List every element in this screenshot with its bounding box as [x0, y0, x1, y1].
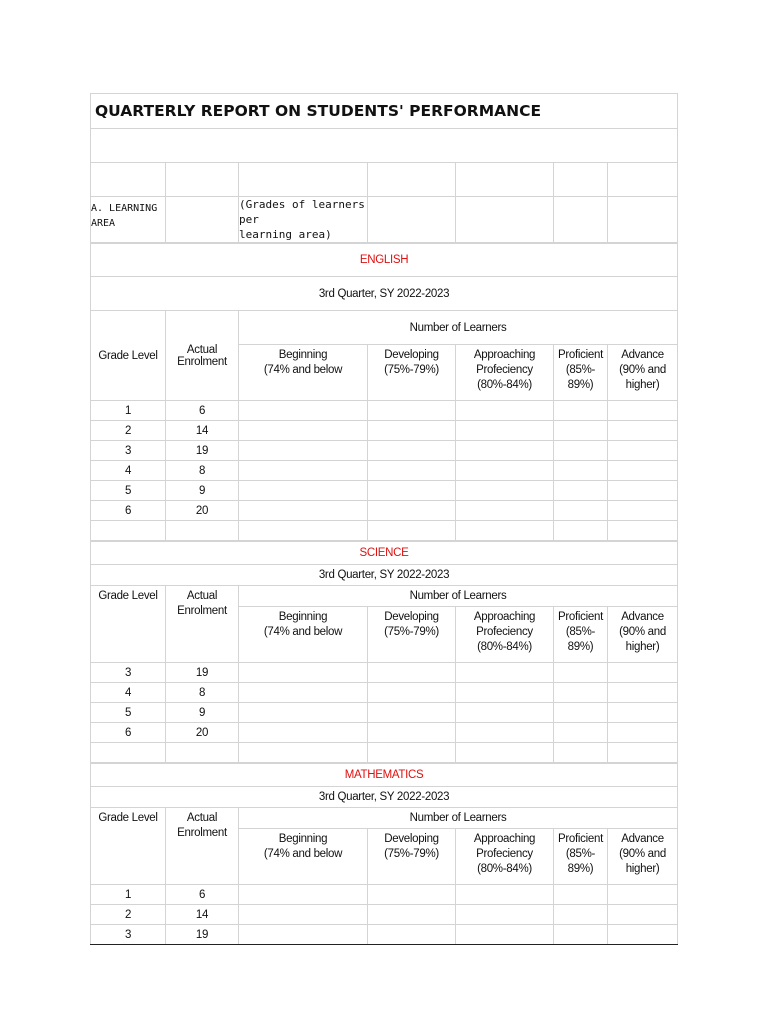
table-row: [91, 401, 678, 421]
enrolment-cell: [166, 905, 239, 925]
enrolment-header: Enrolment: [177, 355, 227, 368]
empty-count-cell: [239, 461, 368, 481]
col-grade-level: [91, 311, 166, 401]
empty-count-cell: [456, 663, 554, 683]
grade-value: 4: [124, 464, 132, 477]
spacer-cell: [554, 743, 608, 763]
col-advance: [608, 607, 678, 663]
enrolment-value: 19: [195, 928, 209, 941]
actual-header: Actual: [186, 812, 218, 824]
spacer-cell: [239, 521, 368, 541]
enrolment-cell: [166, 885, 239, 905]
grade-value: 3: [124, 444, 132, 457]
col-grade-level: [91, 808, 166, 885]
grade-value: 1: [124, 404, 132, 417]
enrolment-cell: [166, 703, 239, 723]
empty-count-cell: [456, 461, 554, 481]
empty-count-cell: [239, 441, 368, 461]
empty-count-cell: [554, 401, 608, 421]
empty-count-cell: [368, 723, 456, 743]
table-row: [91, 501, 678, 521]
quarter-text: 3rd Quarter, SY 2022-2023: [318, 569, 450, 581]
empty-count-cell: [239, 905, 368, 925]
enrolment-cell: [166, 481, 239, 501]
empty-count-cell: [608, 905, 678, 925]
empty-count-cell: [456, 441, 554, 461]
col-actual-enrolment: [166, 808, 239, 885]
learning-area-note: (Grades of learners per learning area): [239, 197, 368, 243]
empty-count-cell: [554, 441, 608, 461]
empty-count-cell: [554, 925, 608, 945]
col-beginning: [239, 607, 368, 663]
empty-count-cell: [368, 885, 456, 905]
enrolment-value: 19: [195, 666, 209, 679]
empty-count-cell: [554, 703, 608, 723]
grade-cell: [91, 421, 166, 441]
empty-count-cell: [368, 481, 456, 501]
blank-row: [91, 129, 678, 163]
cell-text: Developing: [384, 349, 439, 361]
grade-cell: [91, 401, 166, 421]
number-of-learners-header: Number of Learners: [409, 321, 507, 334]
spacer-cell: [166, 521, 239, 541]
empty-count-cell: [608, 421, 678, 441]
report-sheet: [90, 93, 677, 945]
cell-text: (85%-: [565, 626, 596, 638]
cell-text: Advance: [621, 349, 664, 361]
section-science: [90, 541, 678, 763]
empty-count-cell: [456, 401, 554, 421]
empty-count-cell: [554, 481, 608, 501]
empty-count-cell: [456, 501, 554, 521]
cell-text: Advance: [621, 833, 664, 845]
col-developing: [368, 345, 456, 401]
col-developing: [368, 607, 456, 663]
empty-count-cell: [456, 905, 554, 925]
enrolment-cell: [166, 925, 239, 945]
cell-text: Profeciency: [476, 848, 533, 860]
grade-value: 6: [124, 726, 132, 739]
cell-text: Profeciency: [476, 626, 533, 638]
empty-count-cell: [239, 925, 368, 945]
cell-text: higher): [625, 863, 660, 875]
empty-count-cell: [608, 885, 678, 905]
cell-text: Beginning: [278, 611, 328, 623]
number-of-learners-header: Number of Learners: [409, 590, 507, 602]
cell-text: (74% and below: [263, 626, 343, 638]
col-approaching: [456, 345, 554, 401]
spacer-cell: [554, 521, 608, 541]
col-grade-level: [91, 586, 166, 663]
empty-count-cell: [456, 925, 554, 945]
actual-header: Actual: [186, 590, 218, 602]
empty-count-cell: [456, 723, 554, 743]
empty-count-cell: [368, 461, 456, 481]
grade-value: 3: [124, 666, 132, 679]
enrolment-value: 9: [198, 706, 206, 719]
cell-text: higher): [625, 379, 660, 391]
empty-count-cell: [554, 421, 608, 441]
empty-count-cell: [456, 703, 554, 723]
cell-text: (90% and: [619, 848, 666, 860]
empty-count-cell: [608, 925, 678, 945]
grade-value: 2: [124, 908, 132, 921]
empty-count-cell: [456, 885, 554, 905]
empty-count-cell: [368, 905, 456, 925]
cell-text: (90% and: [619, 364, 666, 376]
grade-level-header: Grade Level: [98, 349, 158, 362]
empty-count-cell: [368, 683, 456, 703]
empty-count-cell: [554, 905, 608, 925]
spacer-cell: [91, 743, 166, 763]
empty-count-cell: [456, 481, 554, 501]
spacer-cell: [456, 521, 554, 541]
cell-text: Developing: [384, 611, 439, 623]
empty-count-cell: [608, 401, 678, 421]
quarter-text: 3rd Quarter, SY 2022-2023: [318, 287, 450, 300]
empty-count-cell: [554, 723, 608, 743]
quarter-label: [91, 787, 678, 808]
empty-count-cell: [239, 683, 368, 703]
grade-cell: [91, 703, 166, 723]
cell-text: (75%-79%): [384, 626, 439, 638]
empty-count-cell: [608, 663, 678, 683]
cell-text: higher): [625, 641, 660, 653]
grade-value: 4: [124, 686, 132, 699]
enrolment-value: 14: [195, 424, 209, 437]
col-number-of-learners: [239, 808, 678, 829]
number-of-learners-header: Number of Learners: [409, 812, 507, 824]
cell-text: (80%-84%): [477, 863, 532, 875]
grade-value: 2: [124, 424, 132, 437]
empty-count-cell: [239, 501, 368, 521]
spacer-cell: [368, 521, 456, 541]
cell-text: Developing: [384, 833, 439, 845]
empty-count-cell: [368, 663, 456, 683]
cell-text: 89%): [567, 641, 594, 653]
col-number-of-learners: [239, 586, 678, 607]
cell-text: (74% and below: [263, 848, 343, 860]
enrolment-value: 6: [198, 404, 206, 417]
enrolment-cell: [166, 501, 239, 521]
grade-cell: [91, 925, 166, 945]
subject-title: [91, 244, 678, 277]
cell-text: (74% and below: [263, 364, 343, 376]
table-row: [91, 461, 678, 481]
empty-count-cell: [239, 885, 368, 905]
cell-text: Beginning: [278, 833, 328, 845]
empty-count-cell: [456, 421, 554, 441]
quarter-label: [91, 565, 678, 586]
grade-value: 5: [124, 484, 132, 497]
empty-count-cell: [239, 663, 368, 683]
enrolment-value: 9: [198, 484, 206, 497]
col-actual-enrolment: [166, 311, 239, 401]
empty-count-cell: [368, 703, 456, 723]
enrolment-cell: [166, 663, 239, 683]
enrolment-value: 8: [198, 464, 206, 477]
grade-cell: [91, 905, 166, 925]
enrolment-cell: [166, 401, 239, 421]
subject-title-text: SCIENCE: [359, 547, 409, 559]
grade-cell: [91, 663, 166, 683]
cell-text: (85%-: [565, 848, 596, 860]
enrolment-value: 6: [198, 888, 206, 901]
spacer-cell: [166, 743, 239, 763]
cell-text: (90% and: [619, 626, 666, 638]
grade-cell: [91, 481, 166, 501]
grade-value: 6: [124, 504, 132, 517]
grade-cell: [91, 501, 166, 521]
enrolment-value: 14: [195, 908, 209, 921]
section-english: [90, 243, 678, 541]
quarter-label: [91, 277, 678, 311]
grade-level-header: Grade Level: [98, 590, 158, 602]
table-row: [91, 885, 678, 905]
empty-count-cell: [554, 885, 608, 905]
table-row: [91, 421, 678, 441]
cell-text: Approaching: [473, 611, 536, 623]
col-advance: [608, 829, 678, 885]
enrolment-value: 8: [198, 686, 206, 699]
empty-count-cell: [554, 663, 608, 683]
col-developing: [368, 829, 456, 885]
subject-title: [91, 764, 678, 787]
cell-text: (80%-84%): [477, 379, 532, 391]
spacer-cell: [91, 521, 166, 541]
table-row: [91, 703, 678, 723]
quarter-text: 3rd Quarter, SY 2022-2023: [318, 791, 450, 803]
table-row: [91, 663, 678, 683]
empty-count-cell: [608, 703, 678, 723]
spacer-cell: [608, 521, 678, 541]
table-row: [91, 905, 678, 925]
spacer-cell: [239, 743, 368, 763]
actual-header: Actual: [186, 343, 218, 356]
empty-count-cell: [368, 421, 456, 441]
cell-text: Advance: [621, 611, 664, 623]
cell-text: Proficient: [558, 833, 603, 845]
cell-text: 89%): [567, 379, 594, 391]
table-row: [91, 481, 678, 501]
grade-cell: [91, 885, 166, 905]
col-advance: [608, 345, 678, 401]
enrolment-cell: [166, 441, 239, 461]
empty-count-cell: [554, 501, 608, 521]
enrolment-value: 19: [195, 444, 209, 457]
col-beginning: [239, 829, 368, 885]
subject-title-text: ENGLISH: [359, 254, 409, 266]
empty-count-cell: [368, 441, 456, 461]
subject-sections: [90, 243, 677, 945]
enrolment-cell: [166, 683, 239, 703]
spacer-cell: [608, 743, 678, 763]
cell-text: Approaching: [473, 833, 536, 845]
cell-text: (85%-: [565, 364, 596, 376]
col-proficient: [554, 607, 608, 663]
grade-value: 3: [124, 928, 132, 941]
section-mathematics: [90, 763, 678, 945]
empty-count-cell: [608, 481, 678, 501]
grade-cell: [91, 723, 166, 743]
col-actual-enrolment: [166, 586, 239, 663]
spacer-cell: [456, 743, 554, 763]
enrolment-cell: [166, 461, 239, 481]
empty-count-cell: [239, 401, 368, 421]
enrolment-cell: [166, 723, 239, 743]
grade-value: 5: [124, 706, 132, 719]
cell-text: 89%): [567, 863, 594, 875]
empty-count-cell: [239, 481, 368, 501]
empty-count-cell: [608, 501, 678, 521]
cell-text: (75%-79%): [384, 364, 439, 376]
empty-count-cell: [456, 683, 554, 703]
empty-count-cell: [368, 925, 456, 945]
col-proficient: [554, 829, 608, 885]
enrolment-header: Enrolment: [177, 605, 227, 617]
empty-count-cell: [368, 501, 456, 521]
enrolment-cell: [166, 421, 239, 441]
col-beginning: [239, 345, 368, 401]
col-approaching: [456, 607, 554, 663]
empty-count-cell: [239, 723, 368, 743]
cell-text: (75%-79%): [384, 848, 439, 860]
enrolment-value: 20: [195, 504, 209, 517]
table-row: [91, 441, 678, 461]
empty-count-cell: [608, 723, 678, 743]
table-row: [91, 683, 678, 703]
subject-title: [91, 542, 678, 565]
enrolment-value: 20: [195, 726, 209, 739]
empty-count-cell: [608, 683, 678, 703]
col-number-of-learners: [239, 311, 678, 345]
grade-value: 1: [124, 888, 132, 901]
grade-cell: [91, 461, 166, 481]
empty-count-cell: [368, 401, 456, 421]
empty-count-cell: [239, 421, 368, 441]
cell-text: Approaching: [473, 349, 536, 361]
empty-count-cell: [554, 683, 608, 703]
grade-level-header: Grade Level: [98, 812, 158, 824]
cell-text: Beginning: [278, 349, 328, 361]
empty-count-cell: [554, 461, 608, 481]
enrolment-header: Enrolment: [177, 827, 227, 839]
col-proficient: [554, 345, 608, 401]
report-title: QUARTERLY REPORT ON STUDENTS' PERFORMANCE: [91, 94, 678, 129]
subject-title-text: MATHEMATICS: [344, 769, 424, 781]
col-approaching: [456, 829, 554, 885]
table-row: [91, 723, 678, 743]
grade-cell: [91, 441, 166, 461]
empty-count-cell: [239, 703, 368, 723]
learning-area-label: A. LEARNING AREA: [91, 197, 166, 243]
grade-cell: [91, 683, 166, 703]
empty-count-cell: [608, 461, 678, 481]
cell-text: (80%-84%): [477, 641, 532, 653]
cell-text: Profeciency: [476, 364, 533, 376]
cell-text: Proficient: [558, 349, 603, 361]
empty-count-cell: [608, 441, 678, 461]
report-header-table: [90, 93, 678, 243]
spacer-cell: [368, 743, 456, 763]
cell-text: Proficient: [558, 611, 603, 623]
table-row: [91, 925, 678, 945]
